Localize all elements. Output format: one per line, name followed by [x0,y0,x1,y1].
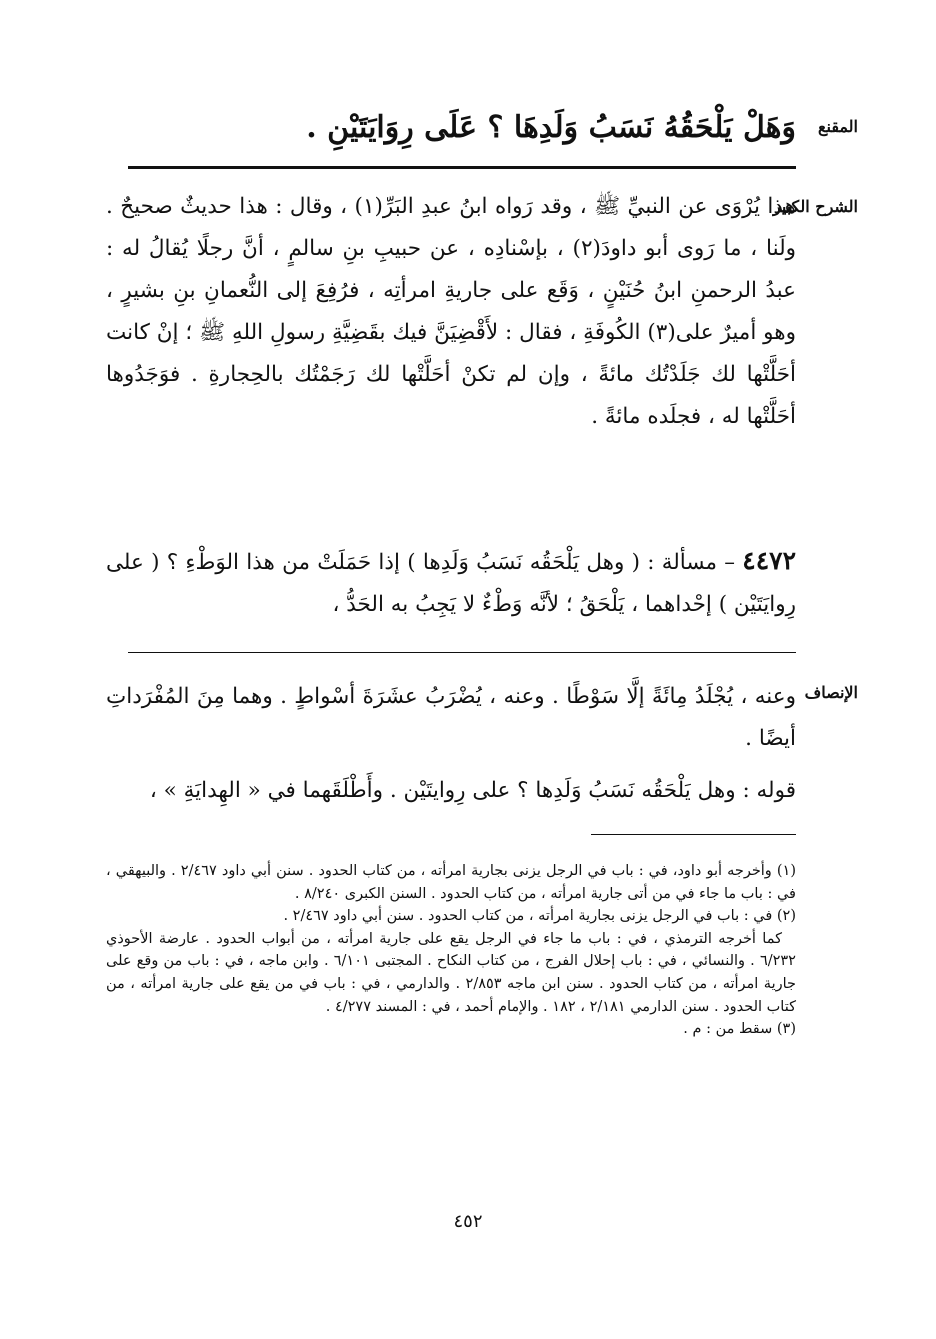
sharh-paragraph: هذا يُرْوَى عن النبيِّ ﷺ ، وقد رَواه ابنُ عبدِ البَرِّ(١) ، وقال : هذا حديثٌ صحيحٌ . ولَنا ، ما رَوى أبو داودَ(٢) ، بإسْنادِه ، عن حبيبِ بنِ سالمٍ ، أنَّ رجلًا يُقالُ له : عبدُ الرحمنِ ابنُ حُنَيْنٍ ، وَقَع على جاريةِ امرأتِه ، فرُفِعَ إلى النُّعمانِ بنِ بشيرٍ ، وهو أميرٌ على(٣) الكُوفَةِ ، فقال : لأَقْضِيَنَّ فيك بقَضِيَّةِ رسولِ اللهِ ﷺ ؛ إنْ كانت أحَلَّتْها لك جَلَدْتُك مائةً ، وإن لم تكنْ أحَلَّتْها لك رَجَمْتُك بالحِجارةِ . فوَجَدُوها أحَلَّتْها له ، فجلَده مائةً . [106,194,796,429]
sharh-body [106,186,796,438]
footnote-item: (٣) سقط من : م . [683,1021,796,1038]
matn-text: وَهَلْ يَلْحَقُهُ نَسَبُ وَلَدِهَا ؟ عَلَى رِوَايَتَيْنِ . [306,110,796,145]
page-number: ٤٥٢ [453,1211,483,1232]
footnote-item: (٢) في : باب في الرجل يزنى بجارية امرأته ، من كتاب الحدود . سنن أبي داود ٢/٤٦٧ . [283,908,796,925]
footnotes [106,860,796,1041]
insaf-body [106,676,796,812]
section-label-sharh: الشرح الكبير [773,197,858,216]
insaf-paragraph: وعنه ، يُجْلَدُ مِائَةً إلَّا سَوْطًا . وعنه ، يُضْرَبُ عشَرَةَ أسْواطٍ . وهما مِنَ المُفْرَداتِ أيضًا . [106,684,796,751]
insaf-paragraph: قوله : وهل يَلْحَقُه نَسَبُ وَلَدِها ؟ على رِوايتَيْن . وأَطْلَقَهما في « الهِدايَةِ » ، [149,778,796,803]
masala-number: ٤٤٧٢ [742,546,796,575]
section-label-muqni: المقنع [817,117,858,136]
section-divider-thin [128,652,796,653]
masala-block [106,540,796,626]
section-label-insaf: الإنصاف [804,683,858,702]
footnote-item: كما أخرجه الترمذي ، في : باب ما جاء في الرجل يقع على جارية امرأته ، من أبواب الحدود . عارضة الأحوذي ٦/٢٣٢ . والنسائي ، في : باب إحلال الفرج ، من كتاب النكاح . المجتبى ٦/١٠١ . وابن ماجه ، في : باب من وقع على جارية امرأته ، من كتاب الحدود . سنن ابن ماجه ٢/٨٥٣ . والدارمي ، في : باب في من يقع على جارية امرأته ، من كتاب الحدود . سنن الدارمي ٢/١٨١ ، ١٨٢ . والإمام أحمد ، في : المسند ٤/٢٧٧ . [106,930,796,1015]
footnote-separator [591,834,796,835]
footnote-item: (١) وأخرجه أبو داود، في : باب في الرجل يزنى بجارية امرأته ، من كتاب الحدود . سنن أبي داود ٢/٤٦٧ . والبيهقي ، في : باب ما جاء في من أتى جارية امرأته ، من كتاب الحدود . السنن الكبرى ٨/٢٤٠ . [106,863,797,902]
masala-text: – مسألة : ( وهل يَلْحَقُه نَسَبُ وَلَدِها ) إذا حَمَلَتْ من هذا الوَطْءِ ؟ ( على رِوايَتَيْن ) إحْداهما ، يَلْحَقُ ؛ لأنَّه وَطْءٌ لا يَجِبُ به الحَدُّ ، [106,550,796,617]
section-divider-thick [128,166,796,169]
